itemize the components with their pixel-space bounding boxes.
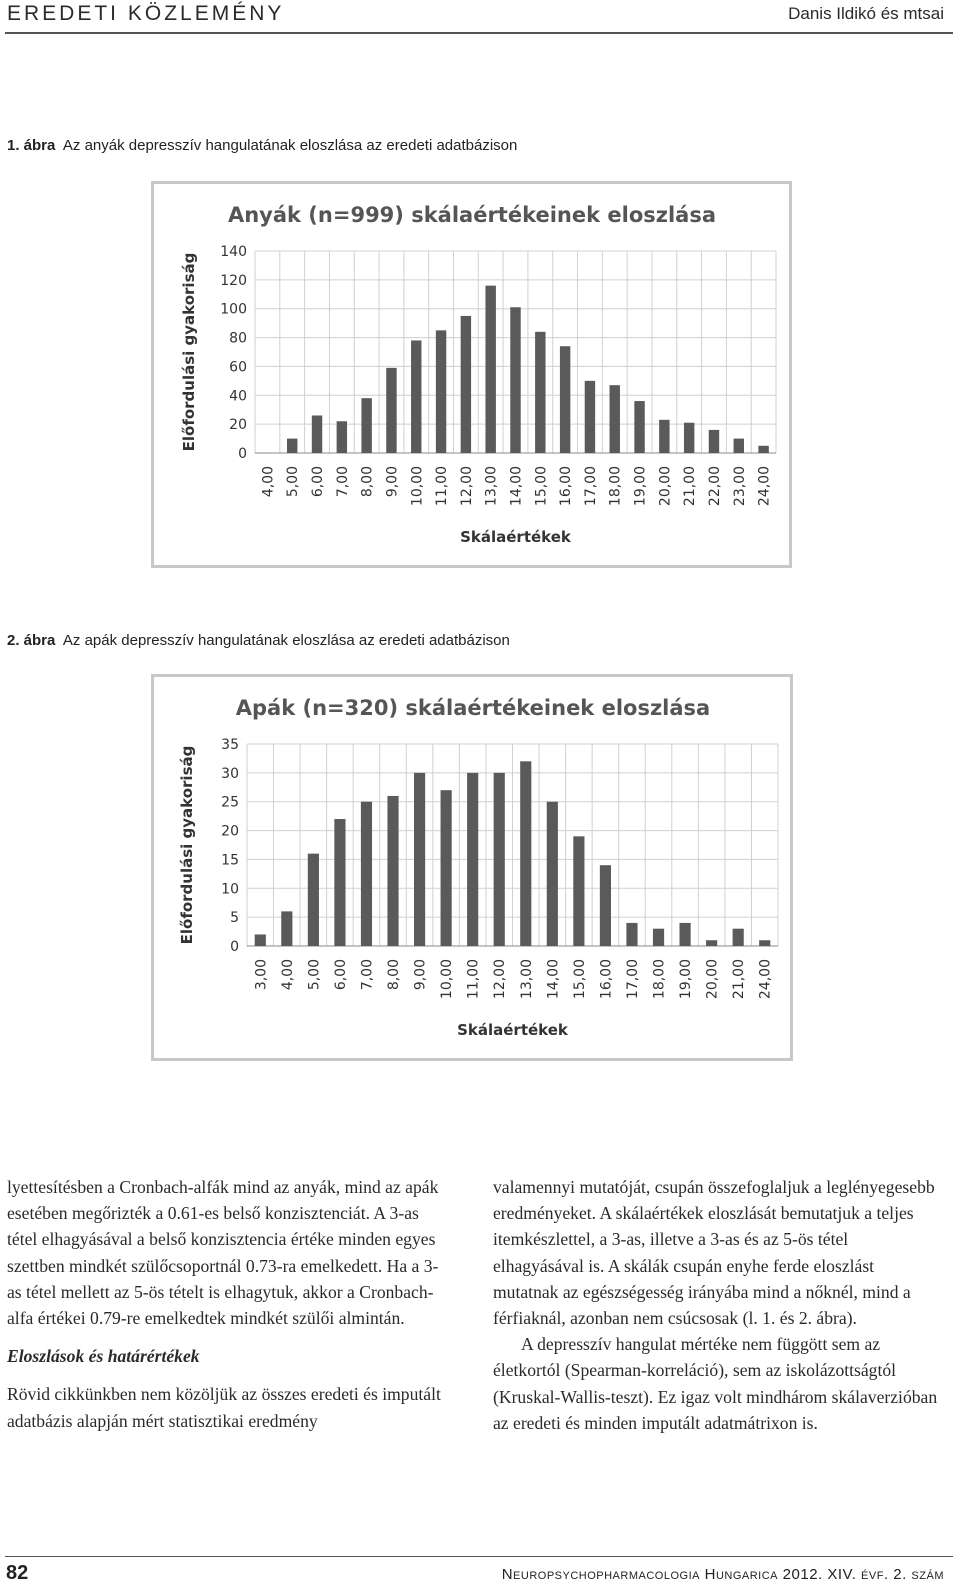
x-tick-label: 17,00	[582, 466, 599, 507]
x-tick-label: 13,00	[483, 466, 500, 507]
left-column	[7, 1174, 453, 1434]
bar	[634, 401, 644, 453]
journal-name: Neuropsychopharmacologia Hungarica 2012. XIV. évf. 2. szám	[501, 1566, 944, 1583]
x-tick-label: 24,00	[756, 466, 773, 507]
x-tick-label: 12,00	[458, 466, 475, 507]
x-tick-label: 21,00	[682, 466, 699, 507]
y-tick-label: 140	[220, 244, 247, 260]
x-tick-label: 4,00	[279, 959, 296, 991]
bar	[573, 836, 584, 946]
bar	[547, 802, 558, 946]
bar	[706, 940, 717, 946]
running-header	[0, 0, 960, 36]
y-tick-label: 0	[238, 446, 247, 462]
x-tick-label: 8,00	[386, 959, 403, 991]
bar	[436, 330, 446, 453]
figure-2-label: 2. ábra	[7, 632, 56, 649]
bar	[610, 385, 620, 453]
figure-1-caption-text: Az anyák depresszív hangulatának eloszlása az eredeti adatbázison	[62, 137, 518, 154]
y-axis-title: Előfordulási gyakoriság	[180, 252, 198, 452]
right-paragraph-1: valamennyi mutatóját, csupán összefoglaljuk a leglényegesebb eredményeket. A skálaértékek eloszlását bemutatjuk a teljes itemkészlettel, a 3-as, illetve a 3-as és az 5-ös tétel elhagyásával is. A skálák csupán enyhe ferde eloszlást mutatnak az egészségesség irányába mind a nőknél, mind a férfiaknál, azonban nem csúcsosak (l. 1. és 2. ábra).	[493, 1177, 935, 1329]
x-tick-label: 23,00	[731, 466, 748, 507]
y-tick-label: 15	[221, 852, 239, 869]
x-tick-label: 21,00	[731, 959, 748, 1000]
x-tick-label: 14,00	[545, 959, 562, 1000]
figure-1-caption	[7, 137, 517, 154]
figure-1-chart	[151, 181, 792, 568]
x-tick-label: 9,00	[384, 466, 401, 498]
x-tick-label: 22,00	[706, 466, 723, 507]
figure-2-caption-text: Az apák depresszív hangulatának eloszlása az eredeti adatbázison	[62, 632, 510, 649]
x-tick-label: 7,00	[359, 959, 376, 991]
bar	[312, 415, 322, 453]
y-tick-label: 25	[221, 794, 239, 811]
bar	[414, 773, 425, 946]
y-tick-label: 60	[229, 359, 247, 376]
section-heading: Eloszlások és határértékek	[7, 1346, 200, 1367]
x-tick-label: 8,00	[359, 466, 376, 498]
x-tick-label: 18,00	[651, 959, 668, 1000]
x-tick-label: 5,00	[306, 959, 323, 991]
bar	[337, 421, 347, 453]
y-tick-label: 100	[220, 301, 247, 318]
x-tick-label: 11,00	[434, 466, 451, 507]
x-tick-label: 7,00	[334, 466, 351, 498]
right-paragraph-2: A depresszív hangulat mértéke nem függött sem az életkortól (Spearman-korreláció), sem az iskolázottságtól (Kruskal-Wallis-teszt). Ez igaz volt mindhárom skálaverzióban az eredeti és minden imputált adatmátrixon is.	[493, 1334, 938, 1433]
bar	[461, 316, 471, 453]
x-tick-label: 4,00	[260, 466, 277, 498]
bar	[626, 923, 637, 946]
bar	[659, 420, 669, 453]
x-tick-label: 12,00	[492, 959, 509, 1000]
figure-2-chart	[151, 674, 793, 1061]
bar	[585, 381, 595, 453]
y-tick-label: 35	[221, 737, 239, 753]
x-tick-label: 20,00	[704, 959, 721, 1000]
x-tick-label: 14,00	[508, 466, 525, 507]
left-paragraph-2: Rövid cikkünkben nem közöljük az összes eredeti és imputált adatbázis alapján mért statisztikai eredmény	[7, 1384, 441, 1431]
x-tick-label: 11,00	[465, 959, 482, 1000]
section-label: EREDETI KÖZLEMÉNY	[7, 2, 285, 25]
bar	[386, 368, 396, 453]
bar	[560, 346, 570, 453]
figure-2-svg	[154, 677, 790, 1058]
bar	[600, 865, 611, 946]
y-axis-title: Előfordulási gyakoriság	[178, 745, 196, 945]
x-tick-label: 15,00	[571, 959, 588, 1000]
bar	[441, 790, 452, 946]
x-tick-label: 9,00	[412, 959, 429, 991]
x-tick-label: 16,00	[598, 959, 615, 1000]
right-column	[493, 1174, 939, 1436]
y-tick-label: 30	[221, 765, 239, 782]
x-tick-label: 19,00	[632, 466, 649, 507]
bar	[361, 802, 372, 946]
x-tick-label: 10,00	[409, 466, 426, 507]
y-tick-label: 20	[221, 823, 239, 840]
y-tick-label: 0	[230, 939, 239, 955]
bar	[281, 911, 292, 946]
chart-title: Anyák (n=999) skálaértékeinek eloszlása	[227, 203, 717, 227]
footer-divider	[5, 1556, 953, 1557]
x-tick-label: 18,00	[607, 466, 624, 507]
figure-1-label: 1. ábra	[7, 137, 56, 154]
bar	[758, 446, 768, 453]
y-tick-label: 5	[230, 910, 239, 927]
bar	[520, 761, 531, 946]
x-tick-label: 3,00	[253, 959, 270, 991]
x-tick-label: 17,00	[624, 959, 641, 1000]
bar	[387, 796, 398, 946]
header-divider	[5, 32, 953, 34]
chart-title: Apák (n=320) skálaértékeinek eloszlása	[235, 696, 711, 720]
x-tick-label: 6,00	[332, 959, 349, 991]
bar	[679, 923, 690, 946]
bar	[734, 439, 744, 453]
x-tick-label: 19,00	[678, 959, 695, 1000]
x-tick-label: 6,00	[310, 466, 327, 498]
bar	[287, 439, 297, 453]
y-tick-label: 120	[220, 272, 247, 289]
x-axis-title: Skálaértékek	[457, 1021, 568, 1039]
figure-2-caption	[7, 632, 510, 649]
x-tick-label: 24,00	[757, 959, 774, 1000]
authors-label: Danis Ildikó és mtsai	[788, 4, 944, 23]
bar	[733, 929, 744, 946]
bar	[308, 854, 319, 946]
x-tick-label: 10,00	[439, 959, 456, 1000]
y-tick-label: 40	[229, 388, 247, 405]
bar	[411, 340, 421, 453]
figure-1-svg	[154, 184, 789, 565]
page-number: 82	[6, 1562, 29, 1584]
y-tick-label: 10	[221, 881, 239, 898]
y-tick-label: 80	[229, 330, 247, 347]
bar	[467, 773, 478, 946]
bar	[485, 286, 495, 453]
bar	[334, 819, 345, 946]
x-tick-label: 13,00	[518, 959, 535, 1000]
bar	[684, 423, 694, 453]
y-tick-label: 20	[229, 417, 247, 434]
bar	[361, 398, 371, 453]
bar	[255, 934, 266, 946]
x-tick-label: 20,00	[657, 466, 674, 507]
left-paragraph-1: lyettesítésben a Cronbach-alfák mind az anyák, mind az apák esetében megőrizték a 0.61-es belső konzisztenciát. A 3-as tétel elhagyásával a belső konzisztencia értéke minden egyes szettben mindkét szülőcsoportnál 0.73-ra emelkedett. Ha a 3-as tétel mellett az 5-ös tételt is elhagytuk, akkor a Cronbach-alfa értékei 0.79-re emelkedtek mindkét szülői almintán.	[7, 1177, 439, 1329]
bar	[653, 929, 664, 946]
bar	[759, 940, 770, 946]
x-axis-title: Skálaértékek	[460, 528, 571, 546]
bar	[494, 773, 505, 946]
x-tick-label: 15,00	[533, 466, 550, 507]
bar	[535, 332, 545, 453]
x-tick-label: 16,00	[558, 466, 575, 507]
x-tick-label: 5,00	[285, 466, 302, 498]
bar	[510, 307, 520, 453]
bar	[709, 430, 719, 453]
